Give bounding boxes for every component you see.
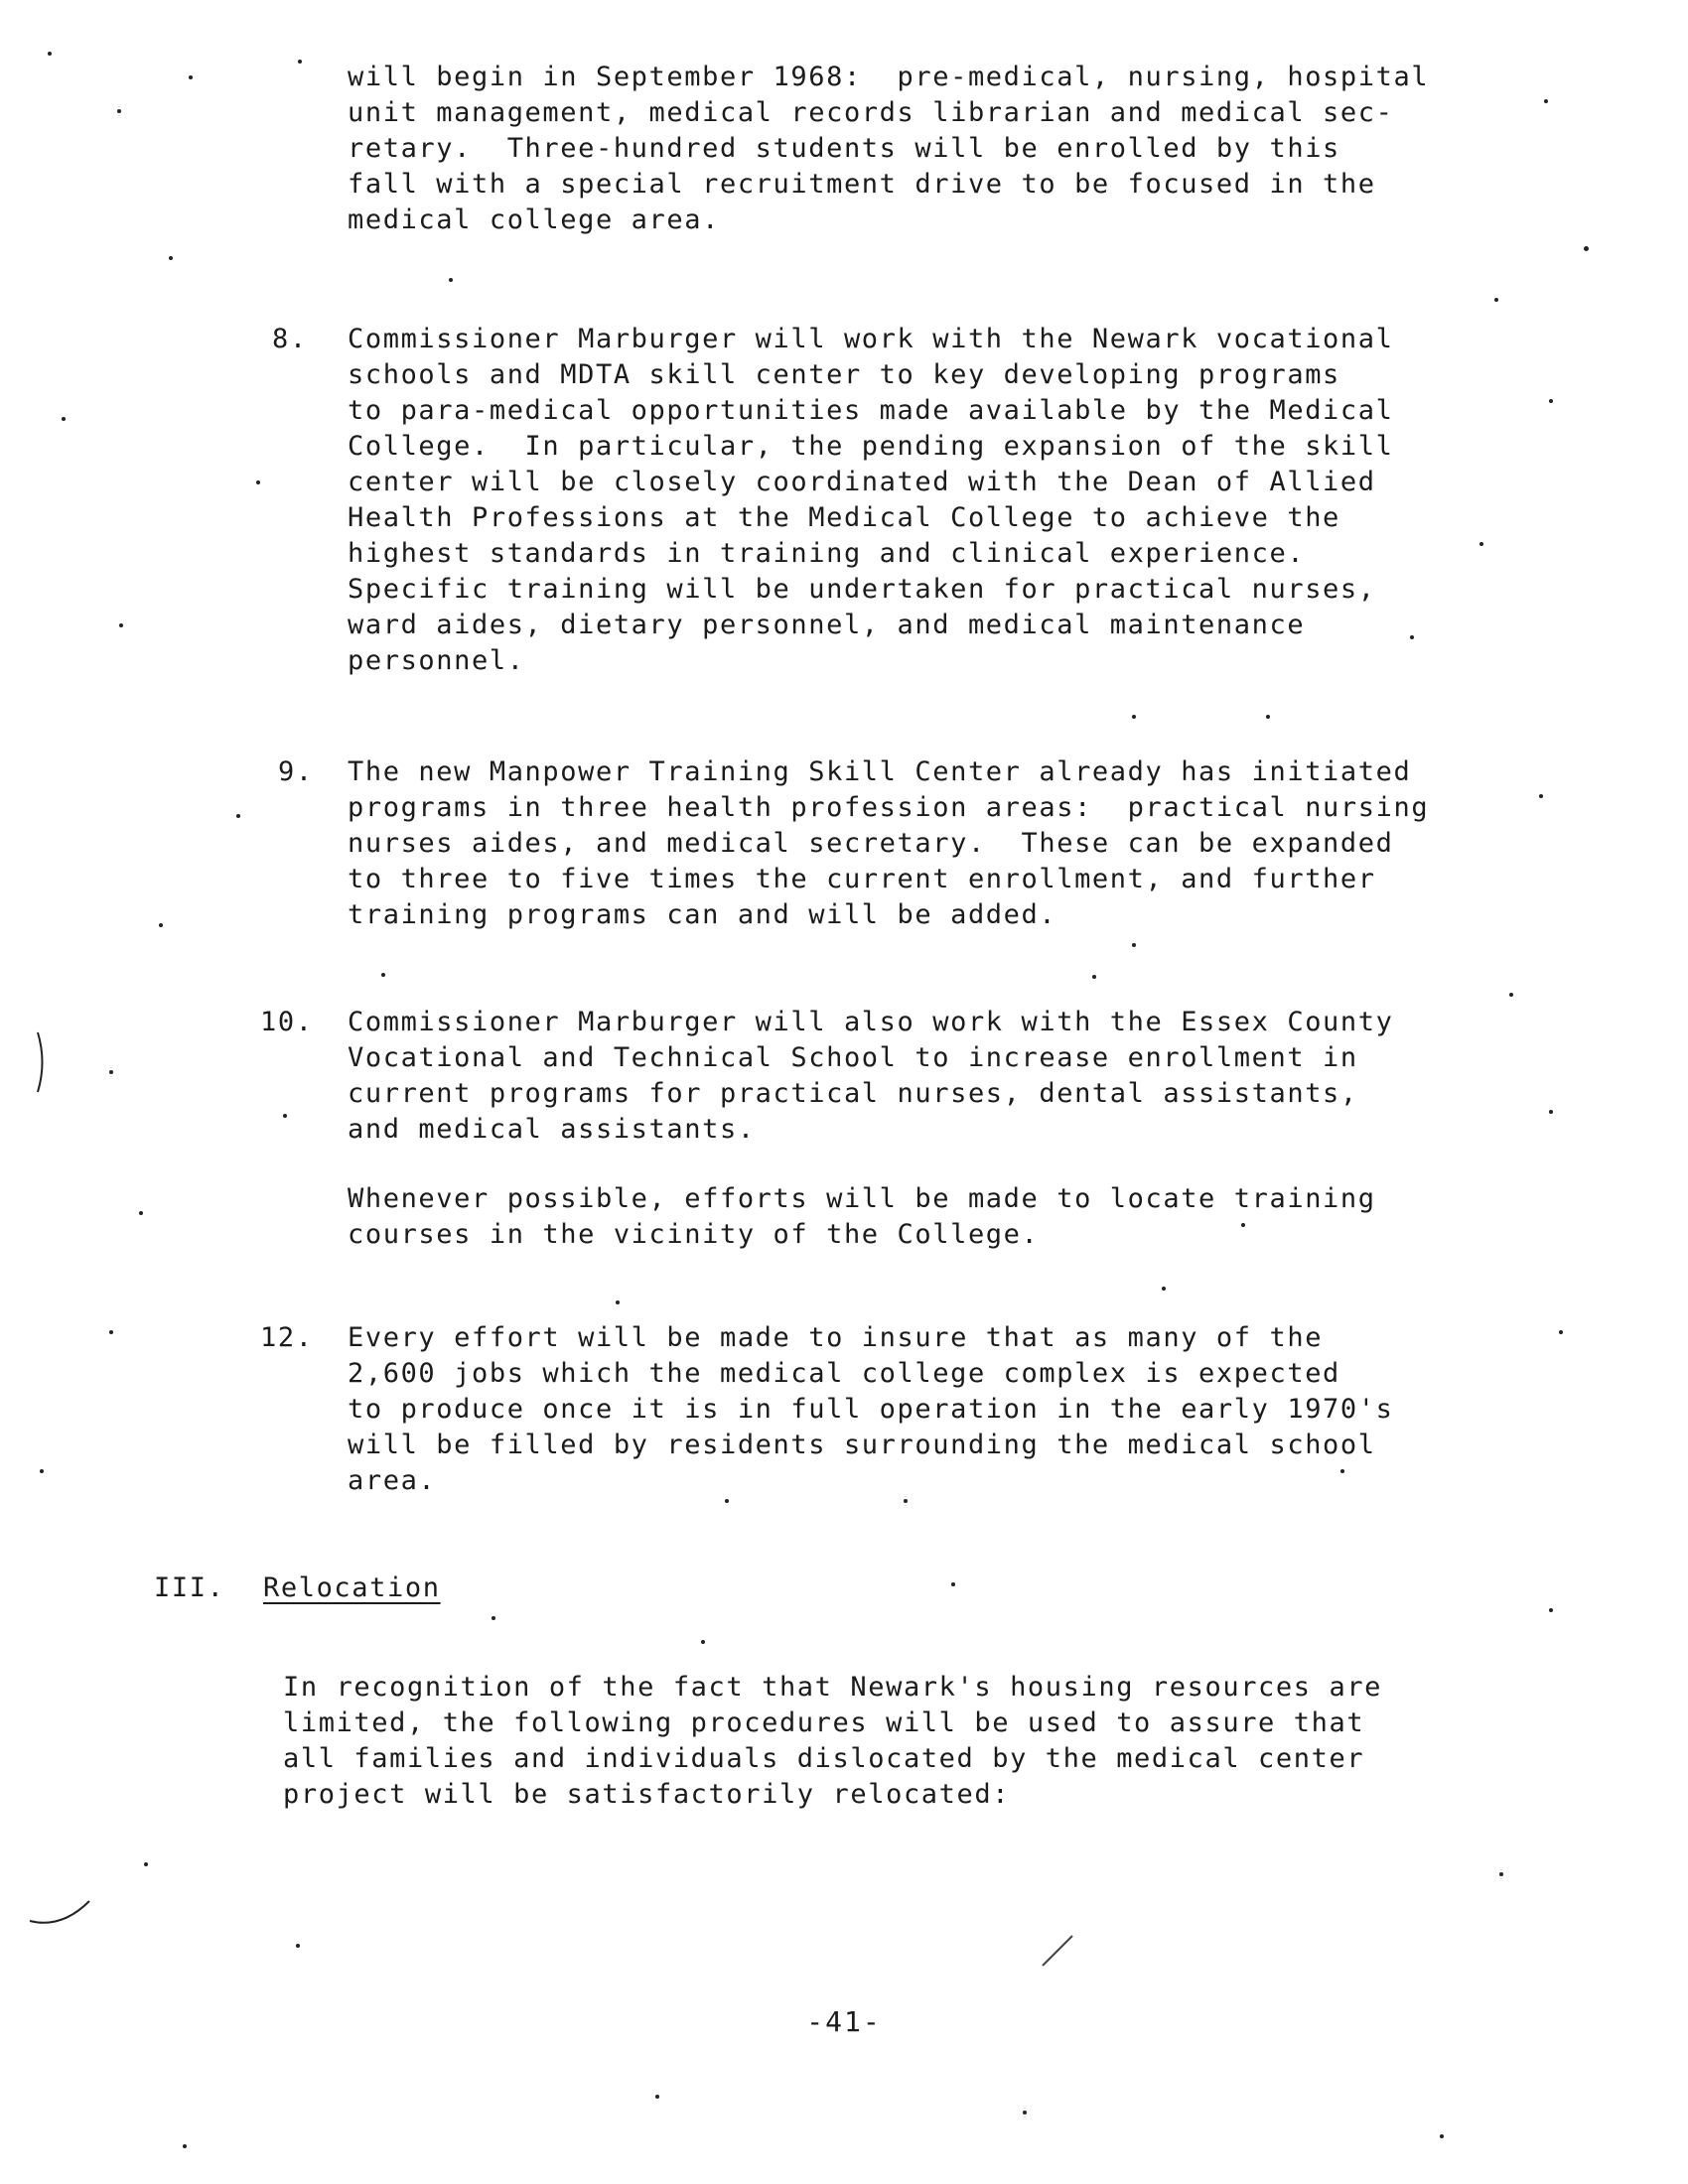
scan-speck [1162, 1287, 1166, 1291]
scan-speck [655, 2095, 659, 2099]
item-number: 9. [278, 756, 314, 787]
paragraph-line: training programs can and will be added. [348, 899, 1057, 930]
scan-speck [449, 278, 453, 282]
paragraph-line: unit management, medical records librarian and medical sec- [348, 97, 1394, 128]
scan-speck [1132, 715, 1136, 719]
section-title: Relocation [263, 1572, 441, 1603]
paragraph-line: will be filled by residents surrounding the medical school [348, 1430, 1376, 1460]
scan-mark [1033, 1926, 1082, 1976]
paragraph-line: personnel. [348, 645, 525, 676]
paragraph-line: will begin in September 1968: pre-medical, nursing, hospital [348, 62, 1430, 92]
scan-speck [1266, 715, 1270, 719]
scan-mark [20, 1886, 99, 1936]
item-number: 8. [272, 324, 308, 354]
paragraph-line: to produce once it is in full operation in the early 1970's [348, 1394, 1394, 1425]
scan-speck [904, 1499, 908, 1503]
paragraph-line: medical college area. [348, 205, 720, 235]
paragraph-line: Vocational and Technical School to increase enrollment in [348, 1042, 1358, 1073]
paragraph-line: to para-medical opportunities made available by the Medical [348, 395, 1394, 426]
item-number: 10. [260, 1007, 314, 1037]
scan-mark [30, 1023, 50, 1102]
paragraph-line: courses in the vicinity of the College. [348, 1219, 1040, 1250]
scan-speck [1549, 1110, 1553, 1114]
paragraph-line: Health Professions at the Medical College to achieve the [348, 502, 1340, 533]
paragraph-line: The new Manpower Training Skill Center already has initiated [348, 756, 1412, 787]
scan-speck [144, 1862, 148, 1866]
scan-speck [701, 1640, 705, 1644]
scan-speck [1544, 99, 1548, 103]
section-numeral: III. [154, 1572, 225, 1603]
scan-speck [296, 1944, 300, 1948]
item-number: 12. [260, 1322, 314, 1353]
scan-speck [109, 1330, 113, 1334]
paragraph-line: Commissioner Marburger will also work with the Essex County [348, 1007, 1394, 1037]
scan-speck [1584, 246, 1589, 251]
scan-speck [1549, 399, 1553, 403]
scan-speck [189, 75, 193, 79]
paragraph-line: highest standards in training and clinical experience. [348, 538, 1306, 569]
scan-speck [725, 1499, 729, 1503]
paragraph-line: all families and individuals dislocated by the medical center [283, 1743, 1365, 1774]
scan-speck [236, 814, 240, 818]
scan-speck [169, 256, 173, 260]
scan-speck [40, 1469, 44, 1473]
scan-speck [1549, 1608, 1553, 1612]
paragraph-line: center will be closely coordinated with the Dean of Allied [348, 467, 1376, 497]
scan-speck [48, 52, 52, 56]
scan-speck [1132, 943, 1136, 947]
paragraph-line: to three to five times the current enrollment, and further [348, 864, 1376, 894]
scan-speck [119, 623, 123, 627]
paragraph-line: nurses aides, and medical secretary. These can be expanded [348, 828, 1394, 859]
scan-speck [139, 1211, 143, 1215]
scan-speck [1494, 298, 1498, 302]
scan-speck [492, 1616, 495, 1620]
scan-speck [616, 1300, 620, 1304]
scan-speck [283, 1114, 287, 1118]
scan-speck [1410, 635, 1414, 639]
scan-speck [1092, 975, 1096, 979]
paragraph-line: Specific training will be undertaken for practical nurses, [348, 574, 1376, 605]
paragraph-line: programs in three health profession areas: practical nursing [348, 792, 1430, 823]
paragraph-line: and medical assistants. [348, 1114, 756, 1145]
scan-speck [1440, 2134, 1444, 2138]
scan-speck [159, 923, 163, 927]
paragraph-line: limited, the following procedures will be used to assure that [283, 1707, 1365, 1738]
paragraph-line: ward aides, dietary personnel, and medical maintenance [348, 610, 1306, 640]
page-number: -41- [806, 2005, 882, 2038]
paragraph-line: fall with a special recruitment drive to be focused in the [348, 169, 1376, 200]
scan-speck [62, 417, 66, 421]
scan-speck [1479, 542, 1483, 546]
paragraph-line: retary. Three-hundred students will be enrolled by this [348, 133, 1340, 164]
paragraph-line: schools and MDTA skill center to key developing programs [348, 359, 1340, 390]
scan-speck [951, 1582, 955, 1586]
paragraph-line: Every effort will be made to insure that as many of the [348, 1322, 1324, 1353]
scan-speck [109, 1070, 113, 1074]
scan-speck [256, 480, 260, 484]
paragraph-line: In recognition of the fact that Newark's housing resources are [283, 1672, 1383, 1703]
paragraph-line: project will be satisfactorily relocated: [283, 1779, 1011, 1810]
scan-speck [1559, 1330, 1563, 1334]
paragraph-line: current programs for practical nurses, dental assistants, [348, 1078, 1358, 1109]
paragraph-line: 2,600 jobs which the medical college complex is expected [348, 1358, 1340, 1389]
paragraph-line: Whenever possible, efforts will be made to locate training [348, 1183, 1376, 1214]
scan-speck [1539, 794, 1543, 798]
scan-speck [1023, 2111, 1027, 2115]
paragraph-line: Commissioner Marburger will work with the Newark vocational [348, 324, 1394, 354]
paragraph-line: College. In particular, the pending expansion of the skill [348, 431, 1394, 462]
scan-speck [1499, 1872, 1503, 1876]
scan-speck [117, 109, 121, 113]
scan-speck [298, 60, 302, 64]
scan-speck [381, 973, 385, 977]
scan-speck [1241, 1223, 1245, 1227]
scan-speck [183, 2144, 187, 2148]
scan-speck [1340, 1469, 1344, 1473]
paragraph-line: area. [348, 1465, 437, 1496]
scan-speck [1509, 993, 1513, 997]
